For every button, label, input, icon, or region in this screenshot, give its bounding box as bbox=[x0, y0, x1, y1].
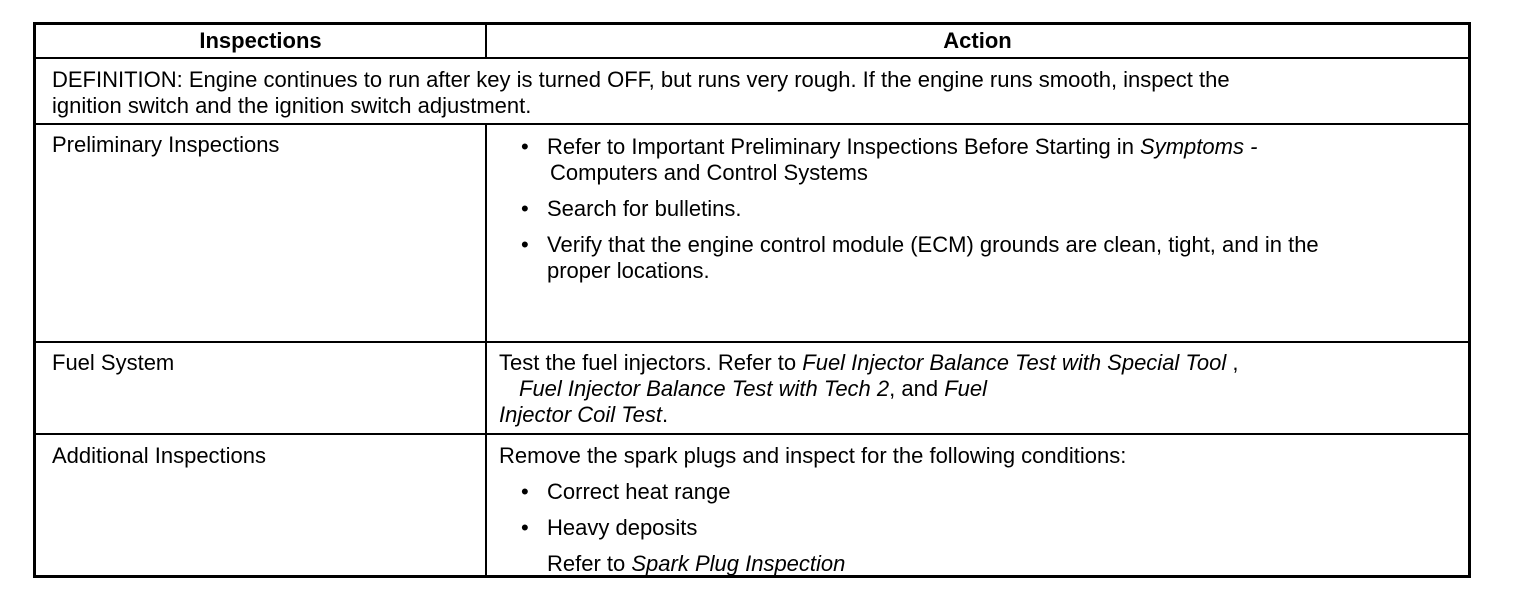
column-header-inspections: Inspections bbox=[199, 28, 322, 53]
inspection-label-fuel-system: Fuel System bbox=[52, 350, 175, 375]
list-item bbox=[499, 196, 1458, 222]
bullet-marker: • bbox=[521, 134, 529, 159]
list-item bbox=[499, 479, 1458, 505]
fuel-line-1 bbox=[499, 350, 1458, 376]
list-item bbox=[499, 232, 1458, 284]
fuel-text-and: , and bbox=[889, 376, 945, 401]
bullet-italic-ref: Symptoms - bbox=[1140, 134, 1258, 159]
fuel-text-comma: , bbox=[1226, 350, 1239, 375]
list-item bbox=[499, 134, 1458, 186]
diagnostic-table bbox=[33, 22, 1471, 578]
fuel-text-period: . bbox=[662, 402, 669, 427]
additional-reference bbox=[499, 551, 1458, 577]
definition-line-1: DEFINITION: Engine continues to run after key is turned OFF, but runs very rough. If the engine runs smooth, inspect the bbox=[52, 67, 1230, 92]
bullet-line bbox=[547, 134, 1458, 160]
reference-spark-plug: Spark Plug Inspection bbox=[631, 551, 846, 576]
table-row-additional bbox=[36, 435, 1468, 578]
bullet-marker: • bbox=[521, 515, 529, 540]
bullet-text: Heavy deposits bbox=[547, 515, 698, 540]
column-divider-header bbox=[485, 25, 487, 59]
fuel-line-3 bbox=[499, 402, 1458, 428]
bullet-marker: • bbox=[521, 196, 529, 221]
definition-line-2: ignition switch and the ignition switch adjustment. bbox=[52, 93, 532, 118]
action-cell-fuel-system bbox=[499, 350, 1458, 428]
reference-text: Refer to bbox=[547, 551, 632, 576]
definition-row bbox=[36, 59, 1468, 125]
additional-intro: Remove the spark plugs and inspect for the following conditions: bbox=[499, 443, 1127, 468]
definition-text bbox=[52, 67, 1458, 119]
bullet-text: Refer to Important Preliminary Inspections Before Starting in bbox=[547, 134, 1141, 159]
bullet-continuation: proper locations. bbox=[547, 258, 710, 283]
bullet-continuation: Computers and Control Systems bbox=[550, 160, 868, 185]
bullet-text: Correct heat range bbox=[547, 479, 731, 504]
fuel-ref-special-tool: Fuel Injector Balance Test with Special Tool bbox=[802, 350, 1227, 375]
bullet-text: Search for bulletins. bbox=[547, 196, 742, 221]
list-item bbox=[499, 515, 1458, 541]
fuel-text: Test the fuel injectors. Refer to bbox=[499, 350, 803, 375]
inspection-label-additional: Additional Inspections bbox=[52, 443, 267, 468]
fuel-ref-coil-start: Fuel bbox=[944, 376, 987, 401]
action-cell-preliminary bbox=[499, 134, 1458, 284]
column-divider-body bbox=[485, 125, 487, 575]
bullet-marker: • bbox=[521, 232, 529, 257]
action-cell-additional bbox=[499, 443, 1458, 577]
bullet-text: Verify that the engine control module (ECM) grounds are clean, tight, and in the bbox=[547, 232, 1319, 257]
bullet-marker: • bbox=[521, 479, 529, 504]
table-header-row bbox=[36, 25, 1468, 59]
fuel-ref-coil-test: Injector Coil Test bbox=[499, 402, 663, 427]
fuel-line-2 bbox=[499, 376, 1458, 402]
fuel-ref-tech2: Fuel Injector Balance Test with Tech 2 bbox=[519, 376, 890, 401]
column-header-action: Action bbox=[943, 28, 1012, 53]
table-row-preliminary bbox=[36, 125, 1468, 343]
inspection-label-preliminary: Preliminary Inspections bbox=[52, 132, 280, 157]
table-row-fuel-system bbox=[36, 343, 1468, 435]
